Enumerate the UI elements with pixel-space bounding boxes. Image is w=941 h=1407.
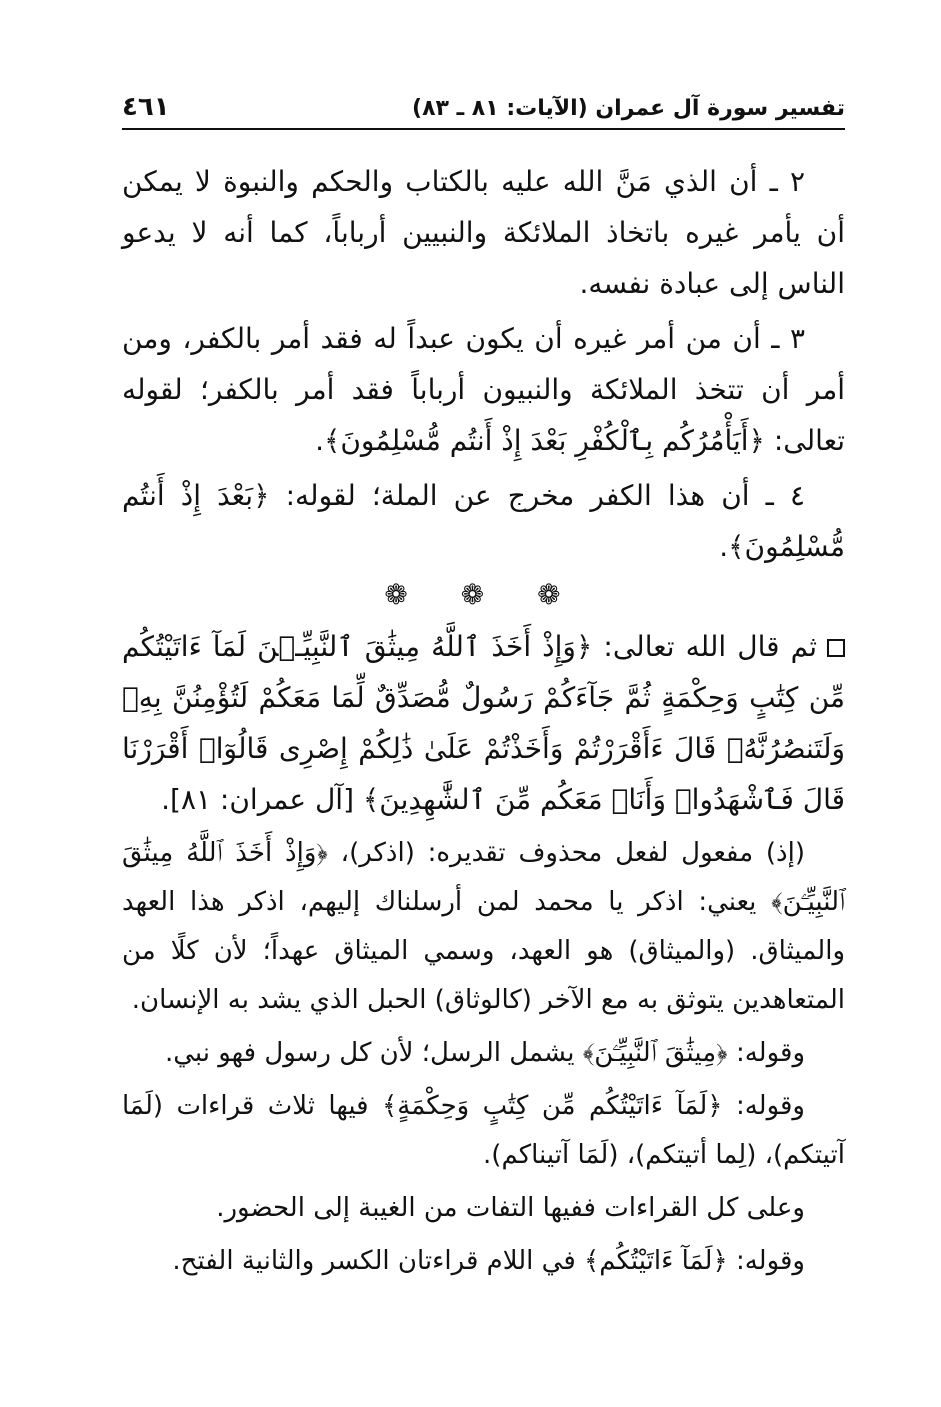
point-3-paragraph: ٣ ـ أن من أمر غيره أن يكون عبداً له فقد أمر بالكفر، ومن أمر أن تتخذ الملائكة والنبيون أرباباً فقد أمر بالكفر؛ لقوله تعالى: ﴿أَيَأْمُرُكُم بِٱلْكُفْرِ بَعْدَ إِذْ أَنتُم مُّسْلِمُونَ﴾. <box>122 322 845 457</box>
commentary-mithaq: وقوله: ﴿مِيثَٰقَ ٱلنَّبِيِّـۧنَ﴾ يشمل الرسل؛ لأن كل رسول فهو نبي. <box>164 1038 805 1068</box>
commentary-lam: وقوله: ﴿لَمَآ ءَاتَيْتُكُم﴾ في اللام قراءتان الكسر والثانية الفتح. <box>172 1246 805 1276</box>
header-rule <box>122 128 845 130</box>
running-title: تفسير سورة آل عمران (الآيات: ٨١ ـ ٨٣) <box>412 96 845 121</box>
point-2-paragraph: ٢ ـ أن الذي مَنَّ الله عليه بالكتاب والحكم والنبوة لا يمكن أن يأمر غيره باتخاذ الملائكة والنبيين أرباباً، كما أنه لا يدعو الناس إلى عبادة نفسه. <box>122 165 845 300</box>
commentary-idh: (إذ) مفعول لفعل محذوف تقديره: (اذكر)، ﴿وَإِذْ أَخَذَ ٱللَّهُ مِيثَٰقَ ٱلنَّبِيِّـۧنَ﴾ يعني: اذكر يا محمد لمن أرسلناك إليهم، اذكر هذا العهد والميثاق. (والميثاق) هو العهد، وسمي الميثاق عهداً؛ لأن كلًا من المتعاهدين يتوثق به مع الآخر (كالوثاق) الحبل الذي يشد به الإنسان. <box>122 838 845 1015</box>
page-number: ٤٦١ <box>122 92 170 122</box>
verse-paragraph <box>122 621 845 825</box>
point-4-paragraph: ٤ ـ أن هذا الكفر مخرج عن الملة؛ لقوله: ﴿بَعْدَ إِذْ أَنتُم مُّسْلِمُونَ﴾. <box>122 479 845 563</box>
verse-text: ثم قال الله تعالى: ﴿وَإِذْ أَخَذَ ٱللَّهُ مِيثَٰقَ ٱلنَّبِيِّـۧنَ لَمَآ ءَاتَيْتُكُم مِّن كِتَٰبٍ وَحِكْمَةٍ ثُمَّ جَآءَكُمْ رَسُولٌ مُّصَدِّقٌ لِّمَا مَعَكُمْ لَتُؤْمِنُنَّ بِهِۦ وَلَتَنصُرُنَّهُۥ قَالَ ءَأَقْرَرْتُمْ وَأَخَذْتُمْ عَلَىٰ ذَٰلِكُمْ إِصْرِى قَالُوٓا۟ أَقْرَرْنَا قَالَ فَٱشْهَدُوا۟ وَأَنَا۠ مَعَكُم مِّنَ ٱلشَّٰهِدِينَ﴾ [آل عمران: ٨١]. <box>122 630 845 816</box>
square-marker-icon <box>827 639 845 657</box>
commentary-iltifat: وعلى كل القراءات ففيها التفات من الغيبة إلى الحضور. <box>216 1193 805 1223</box>
section-separator: ❁ ❁ ❁ <box>384 578 583 611</box>
page-header <box>122 92 845 128</box>
commentary-qiraat: وقوله: ﴿لَمَآ ءَاتَيْتُكُم مِّن كِتَٰبٍ وَحِكْمَةٍ﴾ فيها ثلاث قراءات (لَمَا آتيتكم)، (لِما أتيتكم)، (لَمَا آتيناكم). <box>122 1091 845 1170</box>
